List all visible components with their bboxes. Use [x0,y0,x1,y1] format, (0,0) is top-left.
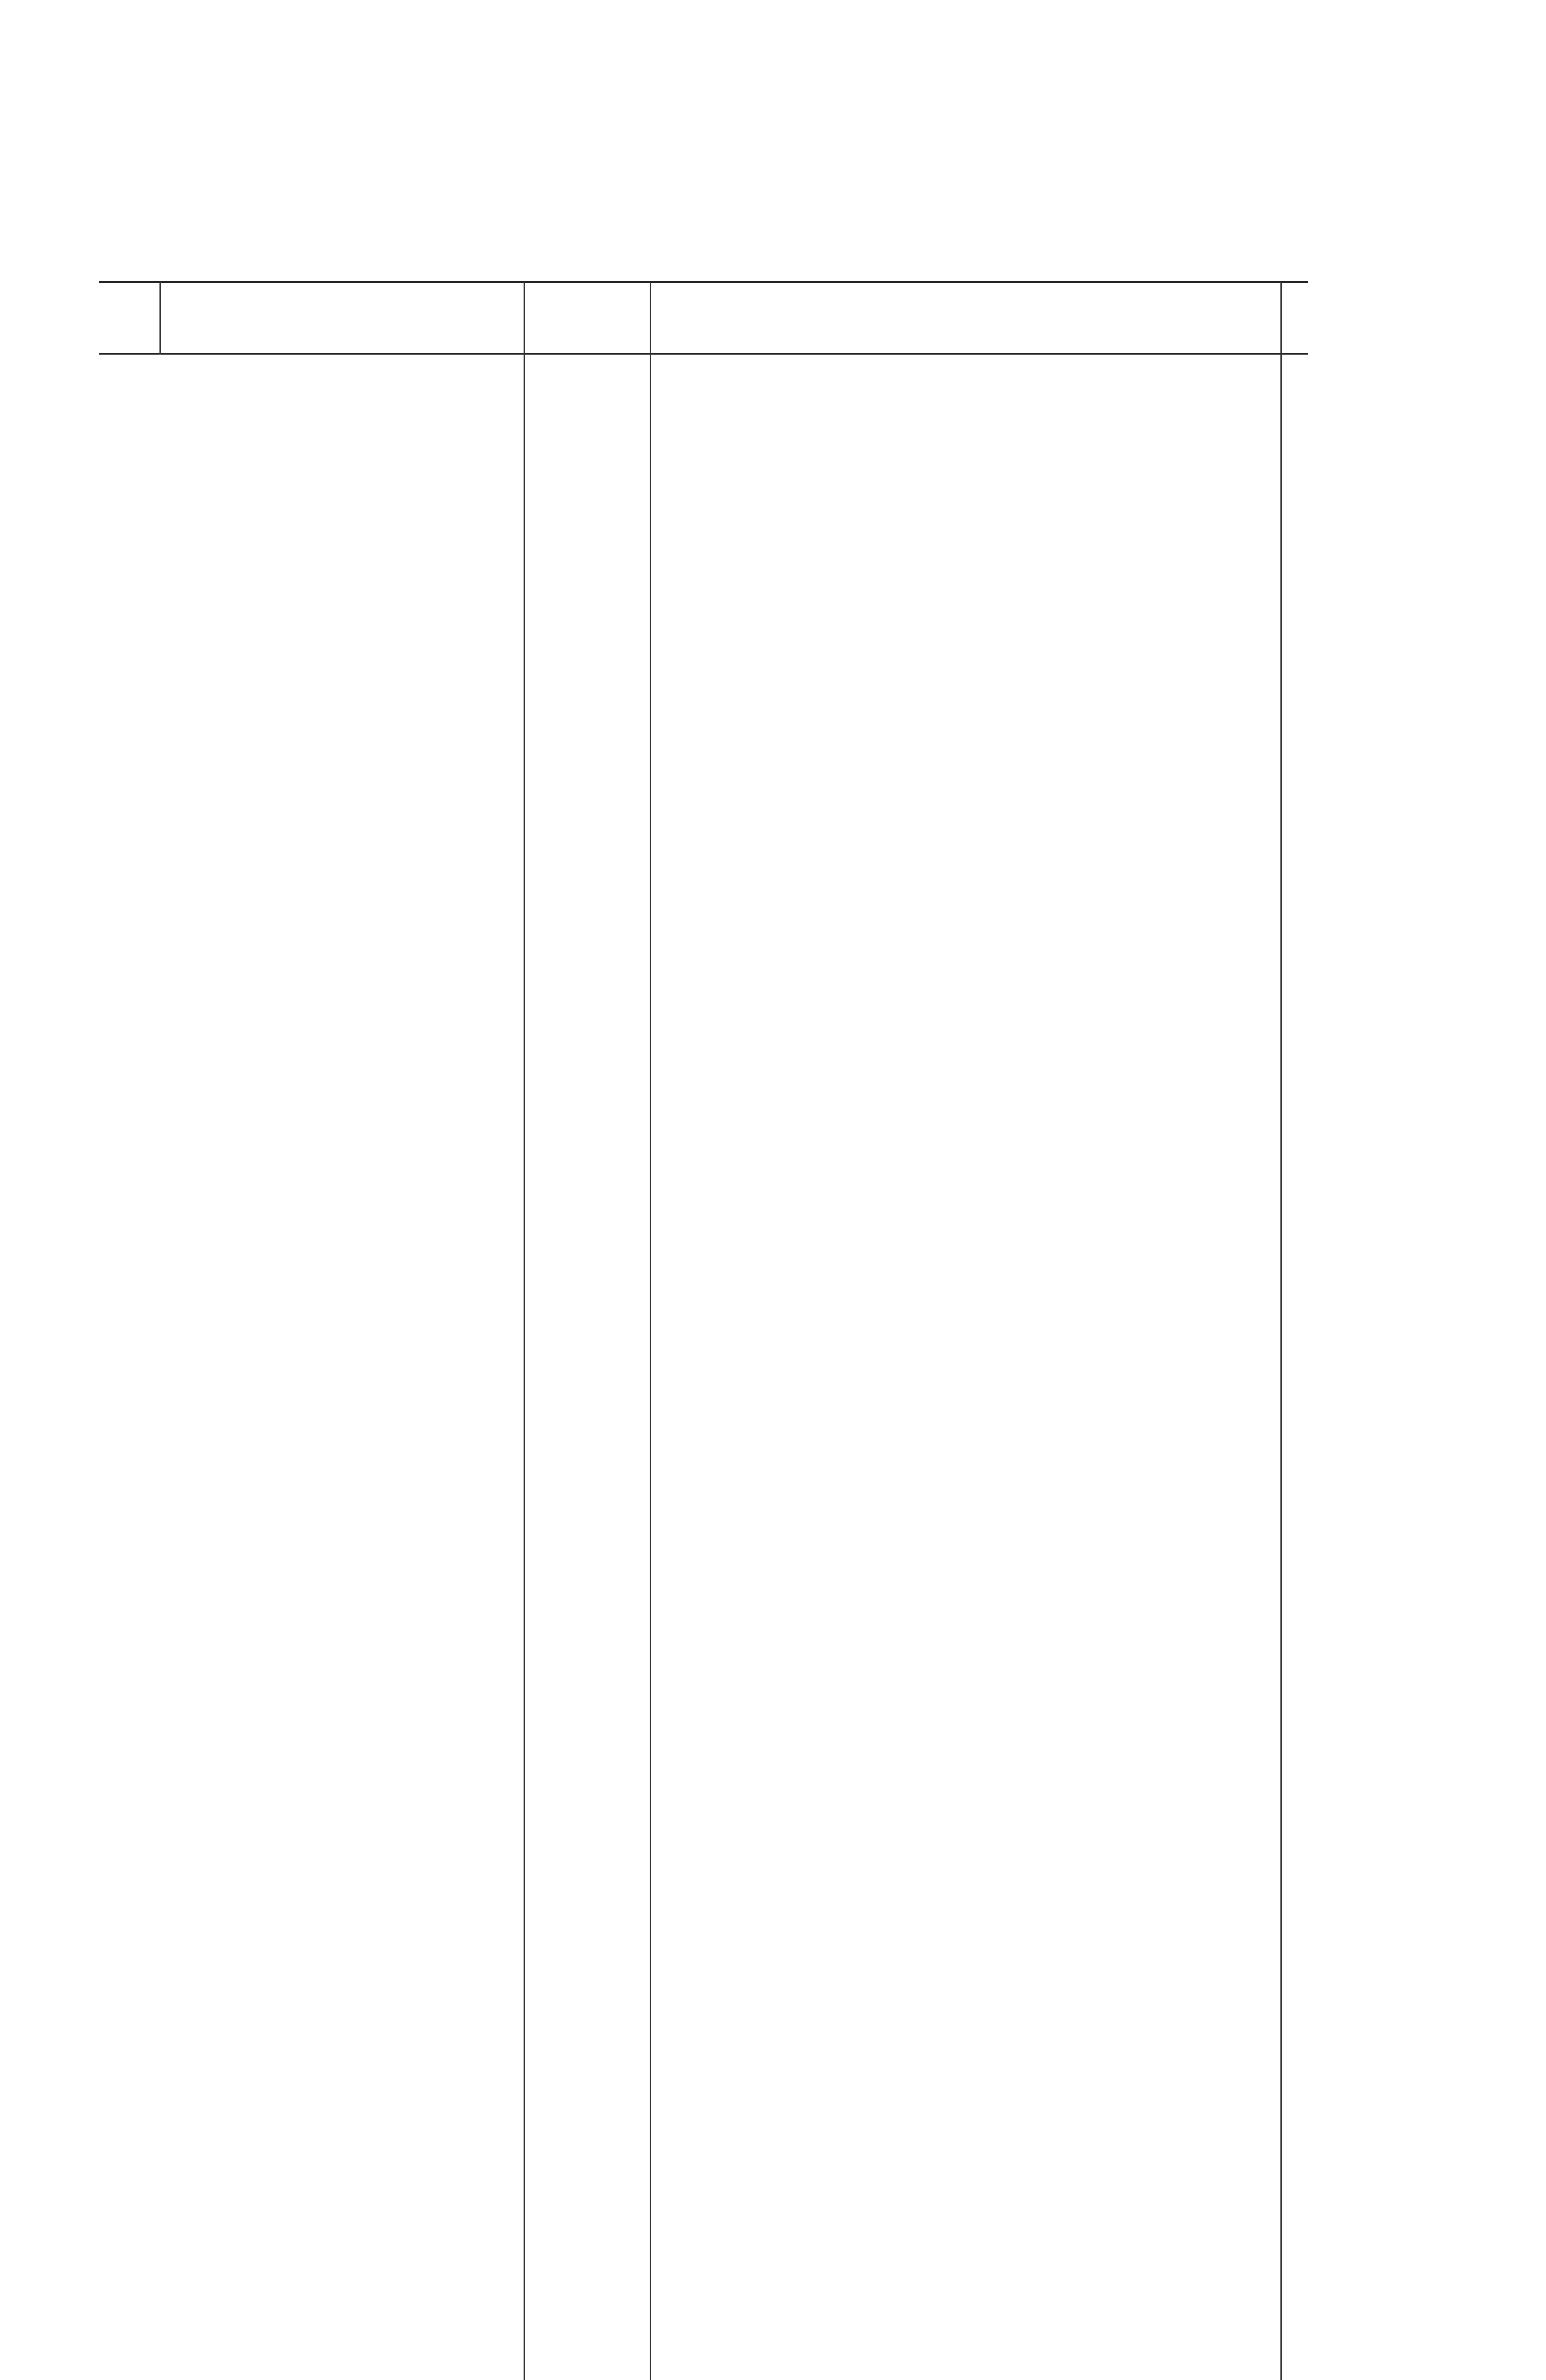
column-divider [159,282,161,355]
column-divider [650,282,651,2380]
column-divider [1280,282,1282,2380]
table-header-rule [99,353,1308,355]
page-header [0,129,1546,181]
column-divider [524,282,525,2380]
table-header [0,290,1546,347]
table-top-rule [99,281,1308,283]
